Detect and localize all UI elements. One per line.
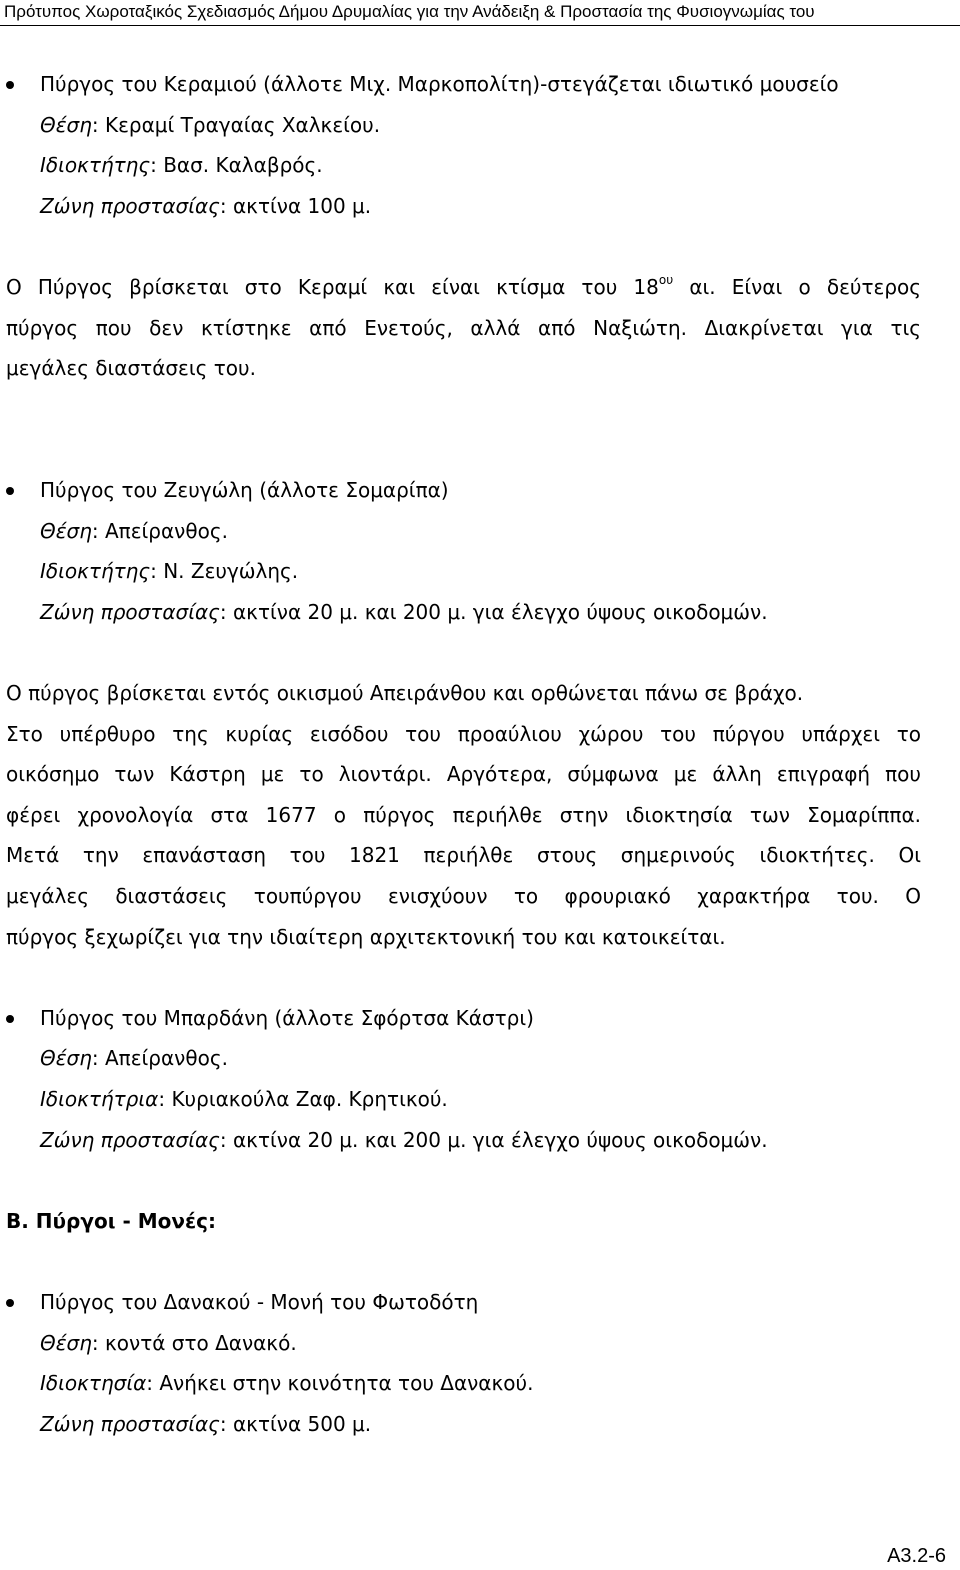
- description-line: φέρει χρονολογία στα 1677 ο πύργος περιήλθε στην ιδιοκτησία των Σομαρίππα.: [6, 803, 921, 827]
- bullet-icon: [6, 1015, 14, 1023]
- owner-label: Ιδιοκτήτρια: [40, 1087, 159, 1111]
- zone-label: Ζώνη προστασίας: [40, 1412, 220, 1436]
- location-label: Θέση: [40, 1331, 92, 1355]
- zone-label: Ζώνη προστασίας: [40, 194, 220, 218]
- owner-line: [40, 1087, 448, 1111]
- owner-value: : Ν. Ζευγώλης.: [150, 559, 299, 583]
- owner-line: [40, 1371, 533, 1395]
- description-line: Μετά την επανάσταση του 1821 περιήλθε στους σημερινούς ιδιοκτήτες. Οι: [6, 843, 921, 867]
- location-label: Θέση: [40, 519, 92, 543]
- zone-value: : ακτίνα 20 μ. και 200 μ. για έλεγχο ύψους οικοδομών.: [219, 1128, 768, 1152]
- running-header: Πρότυπος Χωροταξικός Σχεδιασμός Δήμου Δρυμαλίας για την Ανάδειξη & Προστασία της Φυσιογνωμίας του: [0, 0, 960, 26]
- location-line: [40, 1046, 228, 1070]
- tower-title: Πύργος του Μπαρδάνη (άλλοτε Σφόρτσα Κάστρι): [40, 1006, 534, 1030]
- description-line: Ο πύργος βρίσκεται εντός οικισμού Απειράνθου και ορθώνεται πάνω σε βράχο.: [6, 681, 804, 705]
- location-label: Θέση: [40, 1046, 92, 1070]
- description-line: πύργος που δεν κτίστηκε από Ενετούς, αλλά από Ναξιώτη. Διακρίνεται για τις: [6, 316, 921, 340]
- owner-value: : Κυριακούλα Ζαφ. Κρητικού.: [158, 1087, 448, 1111]
- zone-label: Ζώνη προστασίας: [40, 600, 220, 624]
- bullet-icon: [6, 487, 14, 495]
- description-line: οικόσημο των Κάστρη με το λιοντάρι. Αργότερα, σύμφωνα με άλλη επιγραφή που: [6, 762, 921, 786]
- location-label: Θέση: [40, 113, 92, 137]
- zone-line: [40, 1412, 371, 1436]
- owner-line: [40, 559, 298, 583]
- zone-value: : ακτίνα 20 μ. και 200 μ. για έλεγχο ύψους οικοδομών.: [219, 600, 768, 624]
- zone-line: [40, 194, 371, 218]
- tower-title: Πύργος του Κεραμιού (άλλοτε Μιχ. Μαρκοπολίτη)-στεγάζεται ιδιωτικό μουσείο: [40, 72, 839, 96]
- location-line: [40, 1331, 297, 1355]
- description-line: Στο υπέρθυρο της κυρίας εισόδου του προαύλιου χώρου του πύργου υπάρχει το: [6, 722, 921, 746]
- tower-title: Πύργος του Δανακού - Μονή του Φωτοδότη: [40, 1290, 479, 1314]
- owner-value: : Βασ. Καλαβρός.: [150, 153, 323, 177]
- description-line: μεγάλες διαστάσεις του.: [6, 356, 256, 380]
- location-value: : Κεραμί Τραγαίας Χαλκείου.: [91, 113, 381, 137]
- description-line: [6, 275, 921, 299]
- description-line: πύργος ξεχωρίζει για την ιδιαίτερη αρχιτεκτονική του και κατοικείται.: [6, 925, 726, 949]
- ownership-label: Ιδιοκτησία: [40, 1371, 147, 1395]
- owner-line: [40, 153, 323, 177]
- bullet-icon: [6, 1299, 14, 1307]
- owner-label: Ιδιοκτήτης: [40, 559, 151, 583]
- page-number: Α3.2-6: [887, 1545, 946, 1567]
- location-line: [40, 519, 228, 543]
- description-line: μεγάλες διαστάσεις τουπύργου ενισχύουν το φρουριακό χαρακτήρα του. Ο: [6, 884, 921, 908]
- zone-line: [40, 1128, 768, 1152]
- zone-line: [40, 600, 768, 624]
- owner-label: Ιδιοκτήτης: [40, 153, 151, 177]
- location-line: [40, 113, 380, 137]
- description-text: Ο Πύργος βρίσκεται στο Κεραμί και είναι κτίσμα του 18: [6, 275, 659, 299]
- ownership-value: : Ανήκει στην κοινότητα του Δανακού.: [146, 1371, 534, 1395]
- zone-value: : ακτίνα 500 μ.: [219, 1412, 372, 1436]
- location-value: : Απείρανθος.: [91, 1046, 228, 1070]
- bullet-icon: [6, 81, 14, 89]
- tower-title: Πύργος του Ζευγώλη (άλλοτε Σομαρίπα): [40, 478, 449, 502]
- zone-label: Ζώνη προστασίας: [40, 1128, 220, 1152]
- location-value: : κοντά στο Δανακό.: [91, 1331, 297, 1355]
- description-text: αι. Είναι ο δεύτερος: [673, 275, 921, 299]
- superscript: ου: [658, 273, 674, 287]
- location-value: : Απείρανθος.: [91, 519, 228, 543]
- section-heading: Β. Πύργοι - Μονές:: [6, 1209, 216, 1233]
- zone-value: : ακτίνα 100 μ.: [219, 194, 372, 218]
